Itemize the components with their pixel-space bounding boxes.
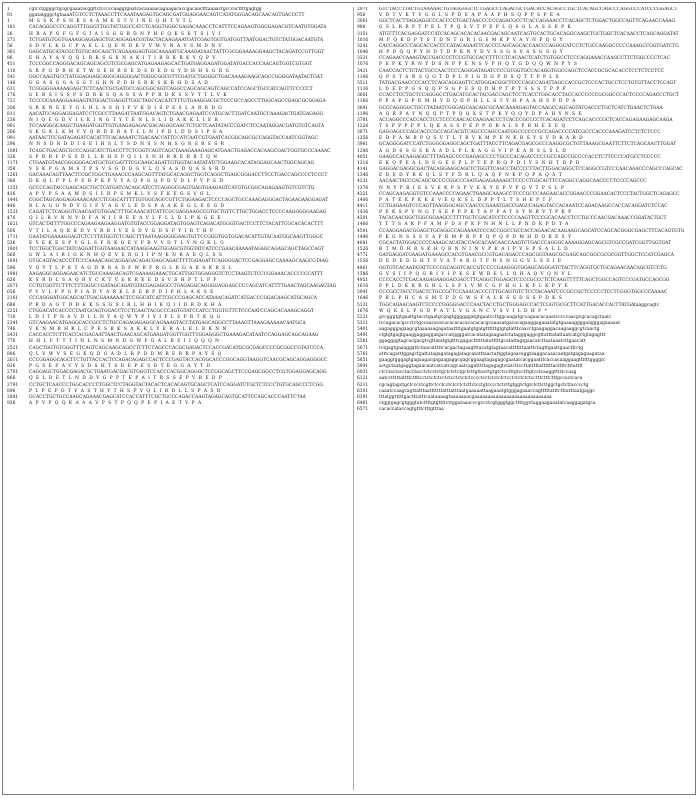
- position-number: 4861: [357, 265, 369, 271]
- position-number: 4141: [357, 167, 369, 173]
- nucleotide-sequence: GAAGCCACAAGAGGCTTTAGAGCCCCGAGAGCCCCTGCCCACAGACCCCCGCCAGCCGCCCCACCTCTTCCCCATGCCTCCCCC: [379, 154, 661, 160]
- position-number: 4951: [357, 277, 369, 283]
- position-number: 3331: [357, 56, 369, 62]
- position-number: 1496: [357, 234, 369, 240]
- nucleotide-sequence: gaaggtgggagtgagaagacgagaagaggcgagcggaagtagagagcgaatatcacggaatttcaccacaaggaagttttttggggtc: [379, 357, 606, 363]
- position-number: 6481: [357, 401, 369, 406]
- position-number: 541: [7, 74, 16, 80]
- position-number: 1226: [357, 123, 369, 129]
- position-number: 176: [7, 93, 16, 99]
- nucleotide-sequence: CCAGAACCAAAGTACCGACCCCTCCGTGCCACCTTTCCTCACAACTCATCTGTGGCCTCCCAGGAAACCAAGCCTTCTGGCCCCTCAC: [379, 56, 671, 62]
- nucleotide-sequence: tctgagtgaaaggattctaacatttttcacgactagaagtttacatgtagtaacatttttttaatttctagttgaattgaactttctg: [379, 345, 584, 351]
- nucleotide-sequence: tccagacacgccctctgccaacacacacacacacacacacacgcaaaaatgacacagaaggagaaatatgtgaaaaggggaagggagaaaaat: [379, 320, 621, 326]
- position-number: 1441: [7, 197, 19, 203]
- amino-acid-sequence: A P V P S A A M D S I L R P S M K L V S F K E G S V G L: [29, 191, 211, 197]
- position-number: 956: [357, 13, 366, 19]
- nucleotide-sequence: GTGCAGTACACCCTTCCCAAAACAGCAGGAGACAGACGAGCAGACTTTTGGAGATTCAGGGGACTCCGAGGAGCCAAAAGCAAGCGTAAG: [29, 259, 329, 265]
- position-number: 1: [7, 7, 10, 12]
- amino-acid-sequence: P E K S P V N G T S E P P P K T A P P A T S Y N R V T P K P: [379, 210, 573, 216]
- position-number: 811: [7, 111, 16, 117]
- position-number: 3241: [357, 43, 369, 49]
- position-number: 86: [7, 56, 13, 62]
- nucleotide-sequence: CAACCACTCTCTACTGCCAACTCCCAGGGATAGATCCCCGTGGTGCCACAGGTGGCCAGCTCCACCGCGCACACCTCCTCTCCTCC: [379, 68, 665, 74]
- position-number: 6391: [357, 394, 369, 400]
- left-sequence-column: [7, 7, 351, 790]
- nucleotide-sequence: GGCCAAGTGCCTATGGAGGAGCAGGCAGGGGACTGGGCGGCGTTCGATGCTGGGGCTGACAAAAGAAGCAGCCGGGGATAATACTGAT: [29, 74, 323, 80]
- position-number: 446: [7, 204, 16, 209]
- nucleotide-sequence: CCTGTGGTTCTTTCTTTGGGCCGATAGCAGATGTACGAGAGGCCTGAGAGGCAGGGGAGGAGCCCCAGCATCATTTTGAACTAGCAAGAGTAG: [29, 284, 337, 290]
- position-number: 1586: [357, 271, 369, 277]
- nucleotide-sequence: cgtcctggggctgcgcgaaatacggttctcccccaaggtgaatcacaaaaacagaagacaccgacaactttaaaactgcccacttttgagtgg: [29, 7, 262, 12]
- position-number: 236: [7, 117, 16, 123]
- amino-acid-sequence: S K G K L K M V V Q R D E R A T L L N I P D L D D S I P S A: [29, 130, 224, 136]
- position-number: 1526: [357, 247, 369, 253]
- position-number: 721: [7, 99, 16, 105]
- nucleotide-sequence: CACAGGGCCCCAGGTTTGGGTTGGTATTGGCCATCTCAGGTGGGCGAGACAAACCTCATTTCCAGAAGTGGGGAGACGTCAATGTGGATA: [29, 25, 327, 31]
- position-number: 926: [7, 401, 16, 406]
- amino-acid-sequence: G G A S G G A S G T G H N P D H S R K S K R H D S A D: [29, 80, 209, 86]
- amino-acid-sequence: V T I L A Q K K D V Y R R I V E S D V G D S F Y I R T H F: [29, 228, 214, 234]
- position-number: 836: [7, 364, 16, 370]
- position-number: 2161: [7, 296, 19, 302]
- column-divider: [353, 7, 354, 790]
- position-number: 2071: [7, 284, 19, 290]
- nucleotide-sequence: CCACCTCCTGCTCCAGGGCCTGACATGCACTACGACCAGCTCCTCACCTGGCACCTACCACCCCCCGCGGCCCACTCCCCAGACCCTGCT: [379, 93, 679, 99]
- nucleotide-sequence: TCCCGCAAAAGGAAGAGTATGGACTGAGGTTGGCTAGCCACATCTTTGTGAAGGACGCTCCCGCCAGCCTTGGCAGCCGAGCGCGGAGA: [29, 99, 326, 105]
- amino-acid-sequence: S W L A I R I G K N H Q E V E R G I I P N K N R A E Q L S S: [29, 253, 223, 259]
- position-number: 1171: [7, 160, 19, 166]
- position-number: 4321: [357, 191, 369, 197]
- position-number: 1: [7, 19, 10, 25]
- position-number: 866: [7, 376, 16, 382]
- amino-acid-sequence: E D E D Y R K Q L S Y F D R L Q A Q P N K P Q P A Q A T: [379, 173, 563, 179]
- position-number: 5941: [357, 364, 369, 370]
- amino-acid-sequence: R L A G G N D V G I F V A G V L E D S P A A K E G L E E G D: [29, 204, 226, 209]
- amino-acid-sequence: A G D S S G S K A A D L P L K A G G V I P K A N S L S L D: [379, 148, 567, 154]
- position-number: 1196: [357, 111, 369, 117]
- nucleotide-sequence: CAGCTGGTGTGGGTTTCAGTCAGCAAGCAGCCTCTTCCAGCCCACGCGAGACTCCACCGACATGCGCGAGCCCCGCGGCCGTATCCCA: [29, 345, 324, 351]
- position-number: 2611: [7, 357, 19, 363]
- amino-acid-sequence: R T M D H R S K H Q R N N I N V P K A I P V S P S A L L D: [379, 247, 569, 253]
- position-number: 536: [7, 240, 16, 246]
- position-number: 6121: [357, 376, 369, 382]
- position-number: 806: [7, 351, 16, 357]
- nucleotide-sequence: aagagggagaagcgtaaaaaagagataattttgaatgtgatgttttttgtgtgtatttcaacctgaagaggacaagaaggcgtcaactg: [379, 327, 600, 333]
- amino-acid-sequence: D E D E D G H T V V A T A R G T F N S N G G V L S S I E: [379, 259, 563, 265]
- amino-acid-sequence: H P D Q Q P Y H D T D P K N Y D V S S G S V S S G G G Y: [379, 50, 564, 56]
- amino-acid-sequence: E H A Y A Y Q Q L R K S G K N A K I T I R R K R K Y Q P V: [29, 56, 217, 62]
- amino-acid-sequence: P R L P H C A S M T P D G W S F A L K S S D S S P D K S: [379, 296, 563, 302]
- amino-acid-sequence: S R P G D R H E T W S E H R E E D S D E D G Y D H H S G R G: [29, 68, 230, 74]
- position-number: 566: [7, 253, 16, 259]
- position-number: 4591: [357, 228, 369, 234]
- position-number: 26: [7, 31, 13, 37]
- position-number: 2881: [7, 394, 19, 400]
- nucleotide-sequence: atttcagatttggagctgattatagagatagagatagcatatttaactattggtagaacaggtaaggacaaacaatgatgagagaagataa: [379, 351, 605, 357]
- nucleotide-sequence: GAGCATGCATACGCTGTGCAGCAGCTCAGAAAGAGTGGCAAAAATGCAAAGATAACTATTCGCGGAAAAGGAAGCTACAGATCCGTTGGT: [29, 50, 325, 56]
- nucleotide-sequence: TCAGCTGACAGCGCCCAGGCATCTGACCTTCTCGGTCAGTCAGCTAAAGAAAGAGCATGAACTGAGACCACAAGCGACTGGTGCCCAAAAC: [29, 148, 331, 154]
- position-number: 1556: [357, 259, 369, 265]
- position-number: 4501: [357, 216, 369, 222]
- amino-acid-sequence: T S P P P P P L Q K A S S P E P P D R A L S P R H E E E Q: [379, 123, 567, 129]
- position-number: 326: [7, 154, 16, 160]
- amino-acid-sequence: M F Q K D P Y S T D N T G R I G S M K P V A Y N P Q G Y: [379, 37, 564, 43]
- position-number: 296: [7, 142, 16, 148]
- amino-acid-sequence: D K Q L P P L P E R P K P V Y A Q P G Q P D V D L P V P S D: [29, 179, 224, 185]
- nucleotide-sequence: CACCACCTCTTCACCACGACAATTAACTGAACAGCATGAAGATGGTTGGTTTGGAGGGCTGAAAGACATAATCCAGGAGCAGCAGAAG: [29, 333, 319, 339]
- position-number: 6031: [357, 370, 369, 376]
- amino-acid-sequence: S R K N E E Y G L H L A S H I F V K D I S P E S L A R R D G: [29, 105, 223, 111]
- position-number: 5131: [357, 302, 369, 308]
- position-number: 1436: [357, 210, 369, 216]
- position-number: 451: [7, 62, 16, 68]
- position-number: 6301: [357, 388, 369, 394]
- position-number: 1711: [7, 234, 19, 240]
- nucleotide-sequence: CTGAATGTAACGGGGGGACATGCTGCGATTTCGCAAGCAGATTGTGGTACAATATATCTGGAAGCACATAGGAGCAACTGGCAGCAG: [29, 160, 315, 166]
- nucleotide-sequence: GAGGAGCCCAGCACCCGCCAGCACGTCAGCCCAGCCAATGGCCCCCCGCCAGACCCCATCGCCCACCCAAAGATCCTCTCTCCC: [379, 130, 661, 136]
- position-number: 5041: [357, 290, 369, 296]
- nucleotide-sequence: GCACCTGCTGCCAAGCAGAAACGAGCATCCACCATTTCGCTGCCCAGACCAAGTAGAGCAGTGCATTCCAGCACCCAATTCTAA: [29, 394, 306, 400]
- position-number: 1046: [357, 50, 369, 56]
- nucleotide-sequence: ggatatgggctgtaaaATGTCCTCTAAACCTTCAAATAAGAGTGCAGCGATGGAGGAACAGTCATATGGGACAGCAACAGTGACCCTT: [29, 13, 305, 19]
- position-number: 1646: [357, 296, 369, 302]
- amino-acid-sequence: N N S D R D D I S E I H S L T S D N S S N H S G R S R S S R: [29, 142, 225, 148]
- position-number: 181: [7, 25, 16, 31]
- nucleotide-sequence: AAGAGGCAGGAGAACATCTGCCAAAGACAGTCGAAAAGAAACTGCATTGGTGGAGGGTCTCCTAAGTCTCCCGGAAACACCCCCCATTT: [29, 271, 324, 277]
- nucleotide-sequence: ACCAGGCCCACCACCTCCTCCCCAACACCAAGAACCCTCACCCGCCCCTCACAGATCCTCAGCACCCGCTCACCAGAGAAGAGCAAGA: [379, 117, 673, 123]
- nucleotide-sequence: CCCCACCTCGACAAGAGAAGGACGACCTTCAGGCTGGAGCTCCCCGCCCTCTCAAGTTTTTCAGCTGGCCAGTCCCGATGCCAGCGG: [379, 277, 670, 283]
- amino-acid-sequence: P R D A G T D D E K S S G S I R L H H I K Q I I D R D K H A: [29, 302, 223, 308]
- position-number: 896: [7, 388, 16, 394]
- nucleotide-sequence: TCTGATGTGGTGAAAGGAGGAGCTGCAGGAGACGGTACTACAAGAAATGATCGAGTGGTGATGGTTAATGGACTGTCTATGGACAATGTA: [29, 37, 324, 43]
- nucleotide-sequence: TACACAACGGCTGGCGGAAGCCTTTTGCTCGACATCCTCCCCAAGTTCCCGCACAACCTCCTGCCCAACGACAAACCGGATACTGCT: [379, 216, 667, 222]
- amino-acid-sequence: N I Q E G D V I L K I N G T Y T E N L S L I D A K K L I E R: [29, 117, 219, 123]
- position-number: 1286: [357, 148, 369, 154]
- position-number: 5311: [357, 320, 369, 326]
- position-number: 3871: [357, 130, 369, 136]
- nucleotide-sequence: gccgggtgtgaattgtacctgaatgcgagtggggggatgtgaatccttggcaagatgccagaacacaaatcccccaacgcgcacagctaatc: [379, 314, 612, 320]
- position-number: 5491: [357, 333, 369, 339]
- amino-acid-sequence: Y T T S A K P F A M F D S P K F N H N L L P N D K P D T A: [379, 222, 570, 228]
- position-number: 1016: [357, 37, 369, 43]
- position-number: 4231: [357, 179, 369, 185]
- position-number: 4681: [357, 240, 369, 246]
- amino-acid-sequence: P P L D K K R G H L L S P L V M C G P H G L K F L K P Y E: [379, 284, 569, 290]
- nucleotide-sequence: CAGGAGCTGGACGAGACGCTGAATGACGACGTGGGTCCACCCACGGCAGGGCTCCGGCAGCTTCCGAGCGGCCTCGTGGAGGAGCAGG: [29, 370, 327, 376]
- amino-acid-sequence: N N Y P R I E S V E K P S P V E K Y E P V P Q V T P S L P: [379, 185, 565, 191]
- position-number: 6571: [357, 407, 369, 413]
- nucleotide-sequence: GACAAACAGTTAACTCCGCTGGCTGAAACCCAAGCAGTTTATGCACAGGCTGGTCAGGCTGAGCGGGACCTTCCTGACCAGCCCCTCCCT: [29, 173, 328, 179]
- position-number: 596: [7, 265, 16, 271]
- position-number: 3691: [357, 105, 369, 111]
- amino-acid-sequence: E D P A M B P Q S V T L T R V K M P E N K R S Y S V D R A R D: [379, 136, 584, 142]
- position-number: 626: [7, 277, 16, 283]
- amino-acid-sequence: E Y E K E S P Y G L S F N K G E V F R V V D T L Y N G K L G: [29, 240, 225, 246]
- position-number: 1801: [7, 247, 19, 253]
- amino-acid-sequence: L D E P P G S Q Q P S G P E S Q D H P T P T S S S T P P P: [379, 87, 567, 93]
- position-number: 776: [7, 339, 16, 345]
- position-number: 3961: [357, 142, 369, 148]
- amino-acid-sequence: P K G N S S S V A P R M P N P P Q P Q P D M H D Q R E S Y: [379, 234, 572, 240]
- protein-translation-line: [7, 401, 351, 407]
- nucleotide-sequence: GCCCCAGTACCGAGCAGCTGCTCATGATCACAGCATCCTCAGGGCGAGTGAGTGAAGAGTCATGTGCGGCAGAGAAGTGTCGTCTG: [29, 185, 315, 191]
- position-number: 3511: [357, 80, 369, 86]
- position-number: 2521: [7, 345, 19, 351]
- position-number: 361: [7, 50, 16, 56]
- nucleotide-sequence: CCTGAGAAGTCCCAGTTAAGGGCAGCCAACCCGAAATGACCGAGCCAGAGTACCACAAATCCAGACAAGCCACCACAGGATCTCCAC: [379, 204, 668, 209]
- position-number: 1981: [7, 271, 19, 277]
- nucleotide-sequence: CGCACTATGGACCCCCAAAGCACATACCAGCACAACAACCAAGTCTGACCCAGGGCAAAAGGAGCAGCGTCGCCGATCGGTTGGTGAT: [379, 240, 672, 246]
- position-number: 986: [357, 25, 366, 31]
- amino-acid-sequence: A P V P Q Q K A A A V P S T P Q Q P E P I A E T V P A: [29, 401, 203, 406]
- nucleotide-sequence: ctgtgtgagtgaaggaggaggatgaccatggggatcacatatagaagaatctatagggaggcgttatttatattaatcatgctgtagagttt: [379, 333, 606, 339]
- amino-acid-sequence: L D I T P N A V D L L N Y A Q W Y P I V I F L S P R T K Q G: [29, 314, 222, 320]
- nucleotide-sequence: caaatccaagcagttatttaatttttttatttatttaatgaaaaattaagaaatgtgggagaaaccagtttttatttctttatttaatgaggc: [379, 388, 596, 394]
- right-sequence-column: [357, 7, 693, 790]
- position-number: 1076: [357, 62, 369, 68]
- position-number: 2251: [7, 308, 19, 314]
- position-number: 991: [7, 136, 16, 142]
- position-number: 266: [7, 130, 16, 136]
- position-number: 506: [7, 228, 16, 234]
- position-number: 2971: [357, 7, 369, 12]
- amino-acid-sequence: S P D R F P S S D L L R H S P Q I L S N H R R E R R T Q N: [29, 154, 219, 160]
- amino-acid-sequence: G V S I I P Q G R I V I P K S E W R E L L Q H A Q V Q N V L: [379, 271, 572, 277]
- nucleotide-sequence: GCCCAGGGGCTGCCTATAATCGGGAGCAACAGCGCAACAAAAGAGTACCAAGCCAGCAGTATGACCCTGCTCATCTGAACTCTGAA: [379, 105, 663, 111]
- nucleotide-sequence: GTCAAGAACATGAGGCACCGCCTCTGCCAGAGAGAGGCAGAAAGTACCTATGAGCAGGCCTTAAAGTTAAAGAAAAACAATGCA: [29, 320, 306, 326]
- position-number: 3421: [357, 68, 369, 74]
- nucleotide-sequence: GAATATGAAAAGGAGTCTCCTTATGGTCTCAGCTTTAATAAGGGGGAAGTGTTCCGGGTGGTGGACACATTGTACAATGGCAAGTTGGGC: [29, 234, 324, 240]
- nucleotide-sequence: CACCAGGCCCAGCACCACCCCATACAGAATTCACCCCAGCAGCACCAACCCAGGGCATCCTCTGCCAAGGCCCCCAAAGCCGGTGATCTG: [379, 43, 679, 49]
- nucleotide-sequence: tttatggtttttgactttatttcaataaaagtaaaaaaacgaaaaaaaaaaaaaaaaaaaaaaaaaaaaa: [379, 394, 552, 400]
- amino-acid-sequence: P L P E P G T V A S T H Y T H S P V Q L I R D L L S P A S R: [29, 388, 222, 394]
- nucleotide-sequence: AATAACTCCGATAGAGATCACATTTCACAAAATCTGACAACCATTCCATCAATCGTGAATCACGGCAGCGCCAGGTACCAATCGGTAGC: [29, 136, 318, 142]
- amino-acid-sequence: H R A P G F G F G I A I S G G R D N P H F Q K S E T S I V I: [29, 31, 222, 37]
- position-number: 1621: [7, 222, 19, 228]
- position-number: 716: [7, 314, 16, 320]
- nucleotide-sequence: ctggtgagcgtgggtatcttttgtgttttcttggataaacccgccctcgtgggtggcttttggctaggaagaaatatcaaggagatgca: [379, 401, 596, 406]
- nucleotide-sequence: GTCTACCTTACTGTAAAAACTGTAGGGGCTCTGAGCCCAGACGCTGACACCACAGCCTGCTCACAGCCAGCCCAGGCCCATCCCGGAGCT: [379, 7, 678, 12]
- nucleotide-sequence: GTCACTATTTTGGCCCAGAAGAAGAAGGATGTGTACCGGAGGATAGTGGAGTCAGACATGGGTGACTCCTTCTACATTCGCACACACTTT: [29, 222, 324, 228]
- amino-acid-sequence: V S K P G A M S T P S V S G D D G V L Q S A S D Q A S S R D: [29, 167, 227, 173]
- position-number: 1261: [7, 173, 19, 179]
- position-number: 56: [7, 43, 13, 49]
- nucleotide-sequence: ctcctactacctacctacctctcctctgctctctctgctcttgttacttgtgtctcctttgtcctttgtcctcaaggtttttccaag: [379, 370, 577, 376]
- amino-acid-sequence: W Q K S L P G D P A T L V G A N C V S V I L D H F *: [379, 308, 548, 314]
- nucleotide-sequence: CAGATTCTCAGGGTCAACAATGTGGACTTTGCAAACATCATTCGCGAGGAAGCCGTGCTGTTCTTGCTGGACCTCCCCAAGGGGGAAGAG: [29, 210, 327, 216]
- amino-acid-sequence: P P A P G P D M H Y D Q D P H L L S T Y H P A A H S P D P A: [379, 99, 577, 105]
- amino-acid-sequence: P V V L F P G P I A D V A R K L E E R P D I P H L A K S E: [29, 290, 215, 296]
- position-number: 2791: [7, 382, 19, 388]
- position-number: 356: [7, 167, 16, 173]
- position-number: 91: [7, 13, 13, 19]
- amino-acid-sequence: S D V L K G C P A E L L Q E N D R V V M V N A V S M D N V: [29, 43, 223, 49]
- position-number: 5671: [357, 345, 369, 351]
- position-number: 3601: [357, 93, 369, 99]
- nucleotide-sequence: GGTGTCACAATATATTCCCCGCAGGTCACCGTCCCCGAAGGGTGGAGCAGGGATCTACTTCAGGTGCTGCAGAACAACAGCGTCCTG: [379, 265, 667, 271]
- nucleotide-sequence: TCCAAGGGCAAGCTGAAGATGGTTGTGAAGAGAGACGACAGGGCAACTCTGCTCAATATACCCGATCTCCAATAGGACGATGTGTCAGTA: [29, 123, 325, 129]
- position-number: 1166: [357, 99, 369, 105]
- position-number: 1351: [7, 185, 19, 191]
- position-number: 3781: [357, 117, 369, 123]
- position-number: 5761: [357, 351, 369, 357]
- position-number: 146: [7, 80, 16, 86]
- position-number: 1106: [357, 74, 369, 80]
- nucleotide-sequence: TCGGGGGAAAAAGAGCTCTCAACCGCGATGCCAGCGGCAGTCAGGCCAGCAGCAGTCAGCCATCCAGCTGCCATCAGTTCCCCCT: [29, 87, 313, 93]
- position-number: 2431: [7, 333, 19, 339]
- amino-acid-sequence: M S S K P S N K S A A M E E T V I N E Q H T V T L: [29, 19, 193, 25]
- position-number: 476: [7, 216, 16, 222]
- nucleotide-sequence: aatcctttttattttcttttcctctctctcctctcctctctctcccctcctctctctctcctctctctctcctttctttctttgccactcaca: [379, 376, 583, 382]
- position-number: 2701: [7, 370, 19, 376]
- position-number: 3061: [357, 19, 369, 25]
- nucleotide-sequence: CCAGCAAGAGGTGTCCAAACCCCAGAACTGAAGCAAAGCCTCCCGCCCAAGAACACCGGAACCCGGAACACTCCCTACTGGCTCAGAGCC: [379, 191, 680, 197]
- amino-acid-sequence: K S R D L S A Q R Y C K T V E K R E E D S V S H P T L P F: [29, 277, 218, 283]
- nucleotide-sequence: TCCTGGCTGGCTATCAGGATTGGTAAGAACCATAAGGAAGTGGAGCGTGGTATCATCCCGAACAAAAATAGAGCAGAGCAGCTAGCCAGT: [29, 247, 325, 253]
- amino-acid-sequence: V Q Y T L P K T A G D R R A D F W R F R G L R G A K S K R S L: [29, 265, 233, 271]
- nucleotide-sequence: GGCTCACTTAGGAGGCCCACCCCTGACTAACCCCCCAGACGCCTCACCAGAAACCTCACAGCTCTGGACTGGCCAGTTCAGAACCAAAG: [379, 19, 676, 25]
- position-number: 1256: [357, 136, 369, 142]
- amino-acid-sequence: G S L R R P T P E L T P Q S V T P E P L Q S G L A S S E P K: [379, 25, 572, 31]
- position-number: 3151: [357, 31, 369, 37]
- amino-acid-sequence: A Q R P A Y N Q Q P T P Q Q X S T P K Y Q Q Y D P A H Y N S E: [379, 111, 583, 117]
- position-number: 1616: [357, 284, 369, 290]
- position-number: 206: [7, 105, 16, 111]
- amino-acid-sequence: E K Q P E A L D S G E S P L P T E P R Q P D I V S N H T D P D: [379, 160, 581, 166]
- nucleotide-sequence: CCCGCCTACCTGACTCTGCCGCTCCAAACACCCCTTGCAGTGTCTCCTACAAATCCCGCCGCTCCCCCTCCTCGGGTGGCCCAAAAC: [379, 290, 668, 296]
- nucleotide-sequence: actgctaatgaggtagaacaatcatcatcagcaatcagatttttagagagtctatcttccttatttttattttttacttttctttatttt: [379, 364, 583, 370]
- position-number: 1891: [7, 259, 19, 265]
- position-number: 5581: [357, 339, 369, 345]
- position-number: 1376: [357, 185, 369, 191]
- position-number: 1466: [357, 222, 369, 228]
- position-number: 6211: [357, 382, 369, 388]
- position-number: 1316: [357, 160, 369, 166]
- sequence-figure: [2, 2, 696, 795]
- nucleotide-sequence: ggaggggtagcacgacgtcgttatatgtgtttcgagacttttttatatttttgcatattagtgaacatcttaataaatcttgaacatt: [379, 339, 586, 345]
- position-number: 5851: [357, 357, 369, 363]
- nucleotide-sequence: CCAAGGAGACGGAGCTGCAGGCCAGAAAATCCCACCGGCCGCCACCAGAACACAAGAAGCAGCATCCAGCACGGGCGAGCTTCACAGTGTG: [379, 228, 685, 234]
- position-number: 686: [7, 302, 16, 308]
- nucleotide-sequence: AACAACTACCCACAGCGCCCCGGCCCAATGAGAGAAAAGCTCCCCTGGCACTTCCAGGCCAGGCAACCCCTCCCCAGCCC: [379, 179, 647, 185]
- position-number: 4051: [357, 154, 369, 160]
- nucleotide-sequence: CTGGACATCACCCCTAATGCAGTGGACCTCCTCAACTACGCCCAGTGTATCCATCCTGGTGTTCTCCCAATCCAGCACAAAGCAGGT: [29, 308, 314, 314]
- nucleotide-sequence: CCCGGAGGCAGCTTCTGTTACCACTCCAGACAGAGCCACTCCCGAGTACCACGGCACCCGGCAGGTAAGGTCAACGCAGCAGGAGGGCC: [29, 357, 328, 363]
- amino-acid-sequence: Q I L R V N N V D F A N I I R E E A V L F L L D L P K G E E: [29, 216, 222, 222]
- position-number: 1136: [357, 87, 369, 93]
- amino-acid-sequence: Q E L D E T L N D D V G P P T E P A I T R S S E P V R E D P: [29, 376, 223, 382]
- nucleotide-sequence: GAGGACGAGGCGACTACAGGAAGCAGCTCTGGTTCAGCCTACCCCTTACTTGGACAGGCTCCAGGCCGTCCCAACAAACCCAGCCCAGCAC: [379, 167, 683, 173]
- nucleotide-sequence: CCTGCTCAACCCTGGCACCCCTGGCTCCTAGGTACTACACTCACACAGTGCAGCTCATCCAGGATCTGCTCTCCCTGTGCAGCCCTCGG: [29, 382, 323, 388]
- nucleotide-sequence-line: [357, 407, 693, 413]
- position-number: 746: [7, 327, 16, 333]
- nucleotide-sequence: CGGCTAGCAGGAGGAAACAACCTCGGCATTTTTGTGGCAGCCGTTCTGGAAGACTCCCCAGCTGCCAAAGAGGGACTAGAAGAAGGAGAT: [29, 197, 329, 203]
- nucleotide-sequence: GATGAGGATGAAGATGAAAGCCACGTGAACGCCGTGACAGACCCAGCGGTAAGCGCGAGCAGCGGCGCGCGGTTGGCTCCATCGAGCA: [379, 253, 674, 259]
- amino-acid-sequence: P G S E F A V Y S D S H T S D E P E S D T E G G A Y T D: [29, 364, 212, 370]
- position-number: 1081: [7, 148, 19, 154]
- nucleotide-sequence: GCAGGGGATCCATCTGGGGGAGGCAGCTGATTTACCTTCAGACGAGCGCCCAAGGCGCTGTTAAAGCGAATTCTTCTCAGCAACTTGGAT: [379, 142, 677, 148]
- amino-acid-sequence: P E P K Y R N Y D S N P P E N S V P H Q Y G D Q Q W N P Y S: [379, 62, 579, 68]
- position-number: 416: [7, 191, 16, 197]
- position-number: 656: [7, 290, 16, 296]
- position-number: 116: [7, 68, 16, 74]
- amino-acid-sequence: H H L F T T T I N L N S M N D G W F G A L K E I I Q Q Q N: [29, 339, 220, 345]
- nucleotide-sequence: TCCCGGCCAGGGACAGCAGCAGCGTCGCGAGCATGAGAAGAGCACTGATGAGGAGATGGATATGACCACCAACAGTGGTCGTGGT: [29, 62, 313, 68]
- position-number: 271: [7, 37, 16, 43]
- amino-acid-sequence: S E R S I S S P S D R K S Q A S S A P P R D K S S V T T L V K: [29, 93, 228, 99]
- amino-acid-sequence: V D T V K T V G G L S P D E A P A A P H S Q P P S P E A: [379, 13, 561, 19]
- nucleotide-sequence: TATGACGAACCCCACCTCAGCAGGAGTTCATGGGACGGCTCCCCAGCCAGATTAGCCACCGCTCCCACTGCCTCCTGTGTTACCTCCAGT: [379, 80, 677, 86]
- nucleotide-sequence: cacaccataccagtgtttctttgtttaa: [379, 407, 444, 413]
- position-number: 4411: [357, 204, 369, 209]
- position-number: 2341: [7, 320, 19, 326]
- position-number: 4771: [357, 253, 369, 259]
- position-number: 1406: [357, 197, 369, 203]
- amino-acid-sequence: V K N M R H R L C P E S R K S A K K L Y E R A L K L R K N N: [29, 327, 228, 333]
- amino-acid-sequence: Q L V W V S E G K Q D G A D L R P D D M R E R R P A Y S Q: [29, 351, 223, 357]
- position-number: 1531: [7, 210, 19, 216]
- position-number: 631: [7, 87, 16, 93]
- nucleotide-sequence: cgcagtagctgctcccctcgttctcctcctctcctctcttctcctgtcccctctcttgtggtctgtctcttcttggctgctcttacccctg: [379, 382, 589, 388]
- position-number: 1676: [357, 308, 369, 314]
- nucleotide-sequence: AACATCCAGGAGGAGATCCTCGCCTTAAGATTAATGGACAGTCTGAACGAGAATCCATGCACTTGATCAATGCCAAAGACTGATGAGAGG: [29, 111, 324, 117]
- nucleotide-sequence: CCCAGGGATGGCAGCACTGACGAAAAAACTCCGGCATCATTCGCCCGAGCACCATAAACAGATCATGACCCGGACAAGCATGCAGCA: [29, 296, 317, 302]
- position-number: 5221: [357, 314, 369, 320]
- position-number: 901: [7, 123, 16, 129]
- position-number: 386: [7, 179, 16, 185]
- amino-acid-sequence: Q P S T A N S Q G T D P L P I G D G P D S Q T T P P L X: [379, 74, 560, 80]
- nucleotide-sequence: TGGCAGAACAAGTCTCCCCGGGGGACCCAACTACCTGCTGGGAGCCACTCGGTGCGCTTCATTGACACCACTTATGAtaaggcagtc: [379, 302, 660, 308]
- position-number: 1346: [357, 173, 369, 179]
- amino-acid-sequence: P A T E K P K K E V E Q K S L D P P T L T S H E P T F: [379, 197, 553, 203]
- position-number: 5401: [357, 327, 369, 333]
- nucleotide-sequence: ATGTTTCACGAGGATCCATCACAGCACACACAACGACAGCAATCAGTGCACTGCACAGGCAAGCTGCTGGCTCACAACCTCAGCAGGATAT: [379, 31, 679, 37]
